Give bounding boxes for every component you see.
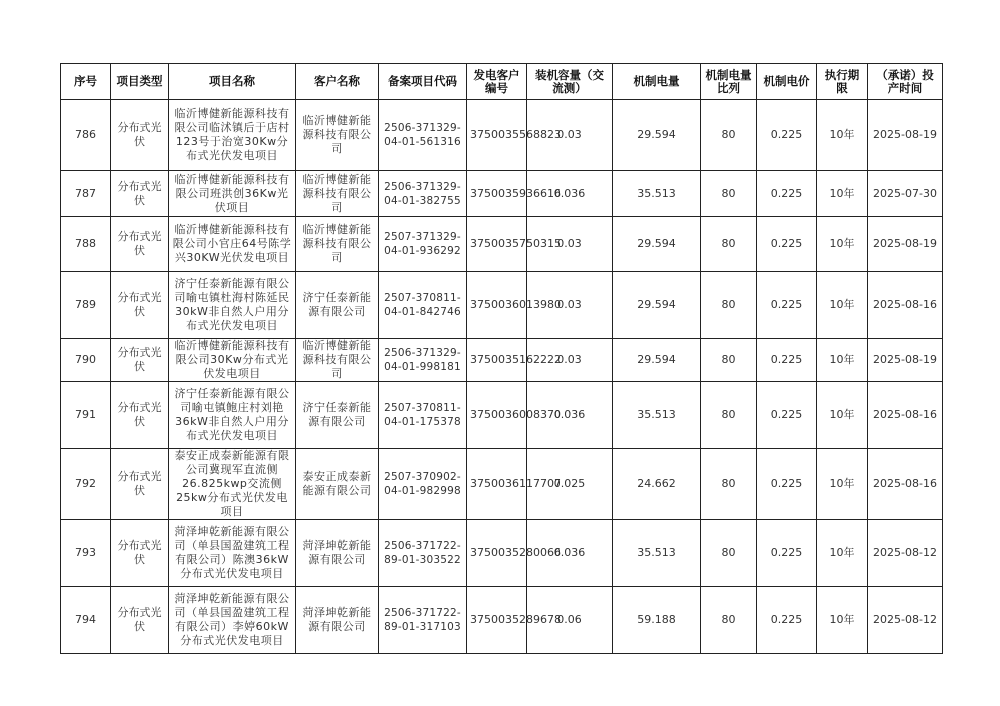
cell-serial: 788 [61,217,111,272]
cell-customer-name: 菏泽坤乾新能源有限公司 [296,587,379,654]
cell-term: 10年 [817,520,868,587]
cell-mechanism-price: 0.225 [757,100,817,171]
cell-energy-ratio: 80 [701,100,757,171]
cell-customer-name: 临沂博健新能源科技有限公司 [296,171,379,217]
table-row [61,339,943,382]
cell-customer-name: 济宁任泰新能源有限公司 [296,272,379,339]
cell-customer-number: 3750035289678 [467,587,527,654]
cell-project-type: 分布式光伏 [111,520,169,587]
cell-capacity: 0.036 [527,171,613,217]
cell-project-name: 临沂博健新能源科技有限公司临沭镇后于店村123号于治宽30Kw分布式光伏发电项目 [169,100,296,171]
cell-serial: 791 [61,382,111,449]
header-row [61,64,943,100]
cell-serial: 794 [61,587,111,654]
cell-energy-ratio: 80 [701,272,757,339]
cell-project-name: 济宁任泰新能源有限公司喻屯镇杜海村陈延民30kW非自然人户用分布式光伏发电项目 [169,272,296,339]
cell-capacity: 0.03 [527,339,613,382]
cell-mechanism-price: 0.225 [757,449,817,520]
table-row [61,100,943,171]
cell-customer-number: 3750036013980 [467,272,527,339]
cell-filing-code: 2506-371722-89-01-303522 [379,520,467,587]
cell-mechanism-price: 0.225 [757,339,817,382]
cell-operation-date: 2025-08-16 [868,382,943,449]
cell-capacity: 0.025 [527,449,613,520]
cell-project-type: 分布式光伏 [111,272,169,339]
header-cell: 项目名称 [169,64,296,100]
cell-operation-date: 2025-08-12 [868,587,943,654]
cell-customer-name: 菏泽坤乾新能源有限公司 [296,520,379,587]
table-row [61,382,943,449]
cell-capacity: 0.03 [527,100,613,171]
cell-serial: 793 [61,520,111,587]
cell-customer-number: 3750035750315 [467,217,527,272]
cell-mechanism-price: 0.225 [757,382,817,449]
table-row [61,587,943,654]
cell-project-type: 分布式光伏 [111,339,169,382]
cell-customer-name: 临沂博健新能源科技有限公司 [296,339,379,382]
header-cell: 机制电量 [613,64,701,100]
cell-customer-number: 3750035568823 [467,100,527,171]
cell-operation-date: 2025-07-30 [868,171,943,217]
cell-customer-name: 临沂博健新能源科技有限公司 [296,100,379,171]
cell-term: 10年 [817,587,868,654]
cell-project-type: 分布式光伏 [111,587,169,654]
cell-project-type: 分布式光伏 [111,217,169,272]
cell-filing-code: 2506-371329-04-01-998181 [379,339,467,382]
cell-customer-number: 3750035162222 [467,339,527,382]
project-table [60,63,943,654]
cell-capacity: 0.03 [527,272,613,339]
cell-operation-date: 2025-08-19 [868,339,943,382]
cell-energy-ratio: 80 [701,520,757,587]
header-cell: 备案项目代码 [379,64,467,100]
cell-filing-code: 2506-371329-04-01-561316 [379,100,467,171]
cell-customer-name: 临沂博健新能源科技有限公司 [296,217,379,272]
cell-filing-code: 2506-371329-04-01-382755 [379,171,467,217]
cell-mechanism-energy: 24.662 [613,449,701,520]
cell-filing-code: 2506-371722-89-01-317103 [379,587,467,654]
cell-term: 10年 [817,382,868,449]
cell-capacity: 0.036 [527,520,613,587]
cell-mechanism-price: 0.225 [757,272,817,339]
header-cell: 执行期限 [817,64,868,100]
header-cell: 序号 [61,64,111,100]
cell-customer-number: 3750035936616 [467,171,527,217]
table-row [61,520,943,587]
cell-serial: 792 [61,449,111,520]
header-cell: 装机容量（交流测） [527,64,613,100]
cell-project-name: 临沂博健新能源科技有限公司班洪创36Kw光伏项目 [169,171,296,217]
cell-project-type: 分布式光伏 [111,382,169,449]
cell-project-name: 济宁任泰新能源有限公司喻屯镇鲍庄村刘艳36kW非自然人户用分布式光伏发电项目 [169,382,296,449]
cell-capacity: 0.03 [527,217,613,272]
cell-serial: 786 [61,100,111,171]
header-cell: （承诺）投产时间 [868,64,943,100]
header-cell: 机制电量比列 [701,64,757,100]
cell-mechanism-energy: 29.594 [613,272,701,339]
cell-term: 10年 [817,449,868,520]
cell-energy-ratio: 80 [701,382,757,449]
cell-customer-number: 3750035280066 [467,520,527,587]
header-cell: 客户名称 [296,64,379,100]
header-cell: 机制电价 [757,64,817,100]
cell-project-type: 分布式光伏 [111,171,169,217]
cell-mechanism-price: 0.225 [757,587,817,654]
cell-operation-date: 2025-08-19 [868,100,943,171]
cell-capacity: 0.06 [527,587,613,654]
cell-customer-number: 3750036117707 [467,449,527,520]
cell-energy-ratio: 80 [701,339,757,382]
cell-operation-date: 2025-08-16 [868,449,943,520]
table-row [61,217,943,272]
cell-mechanism-energy: 35.513 [613,520,701,587]
cell-mechanism-energy: 29.594 [613,339,701,382]
cell-mechanism-price: 0.225 [757,520,817,587]
cell-filing-code: 2507-371329-04-01-936292 [379,217,467,272]
cell-operation-date: 2025-08-19 [868,217,943,272]
cell-serial: 790 [61,339,111,382]
cell-project-name: 临沂博健新能源科技有限公司30Kw分布式光伏发电项目 [169,339,296,382]
table-row [61,171,943,217]
header-cell: 项目类型 [111,64,169,100]
header-cell: 发电客户编号 [467,64,527,100]
cell-filing-code: 2507-370902-04-01-982998 [379,449,467,520]
cell-customer-name: 泰安正成泰新能源有限公司 [296,449,379,520]
cell-project-type: 分布式光伏 [111,100,169,171]
cell-mechanism-energy: 29.594 [613,217,701,272]
cell-energy-ratio: 80 [701,587,757,654]
cell-mechanism-price: 0.225 [757,171,817,217]
document-page [60,63,943,654]
cell-filing-code: 2507-370811-04-01-842746 [379,272,467,339]
cell-term: 10年 [817,171,868,217]
cell-customer-name: 济宁任泰新能源有限公司 [296,382,379,449]
cell-term: 10年 [817,217,868,272]
cell-project-name: 临沂博健新能源科技有限公司小官庄64号陈学兴30KW光伏发电项目 [169,217,296,272]
cell-project-type: 分布式光伏 [111,449,169,520]
cell-customer-number: 3750036008370 [467,382,527,449]
table-row [61,272,943,339]
cell-mechanism-energy: 59.188 [613,587,701,654]
cell-mechanism-energy: 35.513 [613,171,701,217]
cell-serial: 787 [61,171,111,217]
cell-project-name: 菏泽坤乾新能源有限公司（单县国盈建筑工程有限公司）李婷60kW分布式光伏发电项目 [169,587,296,654]
cell-term: 10年 [817,272,868,339]
cell-operation-date: 2025-08-12 [868,520,943,587]
cell-serial: 789 [61,272,111,339]
table-row [61,449,943,520]
cell-mechanism-price: 0.225 [757,217,817,272]
cell-filing-code: 2507-370811-04-01-175378 [379,382,467,449]
cell-energy-ratio: 80 [701,449,757,520]
cell-term: 10年 [817,339,868,382]
cell-energy-ratio: 80 [701,171,757,217]
cell-project-name: 泰安正成泰新能源有限公司冀现军直流侧26.825kwp交流侧25kw分布式光伏发电项目 [169,449,296,520]
cell-operation-date: 2025-08-16 [868,272,943,339]
cell-mechanism-energy: 35.513 [613,382,701,449]
cell-energy-ratio: 80 [701,217,757,272]
cell-capacity: 0.036 [527,382,613,449]
cell-term: 10年 [817,100,868,171]
cell-project-name: 菏泽坤乾新能源有限公司（单县国盈建筑工程有限公司）陈澳36kW分布式光伏发电项目 [169,520,296,587]
cell-mechanism-energy: 29.594 [613,100,701,171]
